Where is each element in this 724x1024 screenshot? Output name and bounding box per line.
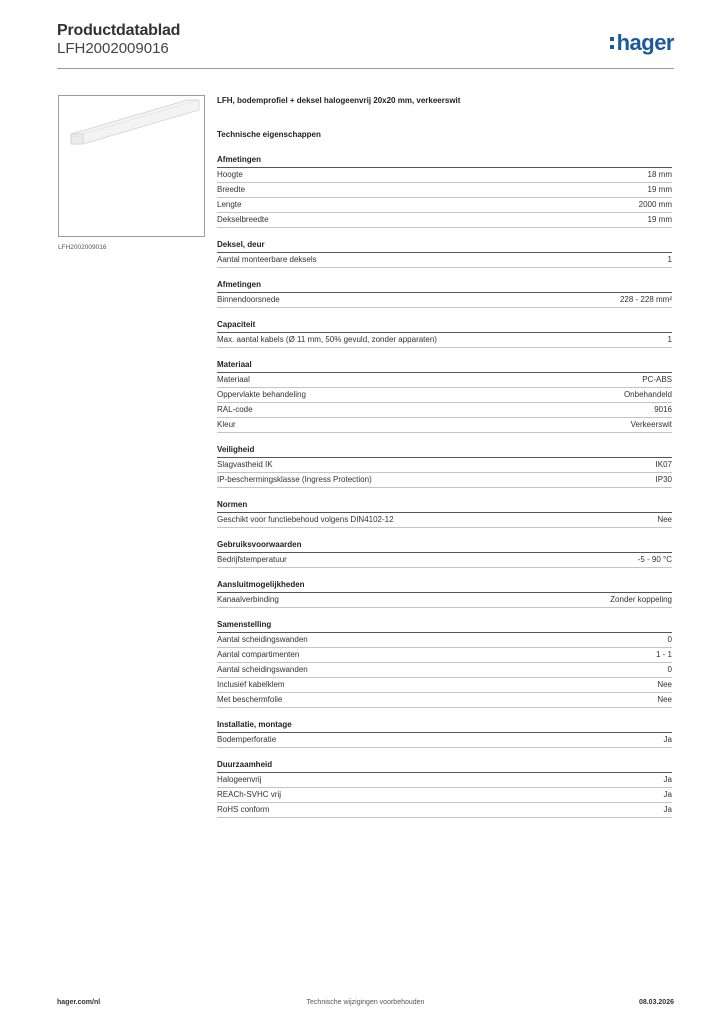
spec-row bbox=[217, 168, 672, 183]
spec-label: Met beschermfolie bbox=[217, 695, 283, 704]
spec-label: Geschikt voor functiebehoud volgens DIN4102-12 bbox=[217, 515, 394, 524]
footer-notice: Technische wijzigingen voorbehouden bbox=[306, 999, 425, 1006]
spec-row bbox=[217, 198, 672, 213]
spec-group-title: Duurzaamheid bbox=[217, 758, 672, 773]
tech-properties-heading: Technische eigenschappen bbox=[217, 130, 321, 139]
spec-value: 0 bbox=[667, 635, 672, 644]
spec-value: IK07 bbox=[655, 460, 672, 469]
spec-value: 18 mm bbox=[647, 170, 672, 179]
spec-group-title: Afmetingen bbox=[217, 278, 672, 293]
spec-label: RAL-code bbox=[217, 405, 253, 414]
spec-value: Nee bbox=[657, 680, 672, 689]
spec-label: Max. aantal kabels (Ø 11 mm, 50% gevuld, zonder apparaten) bbox=[217, 335, 437, 344]
spec-row bbox=[217, 333, 672, 348]
spec-value: 1 - 1 bbox=[655, 650, 672, 659]
page-title: Productdatablad bbox=[57, 22, 181, 39]
group-spacer bbox=[217, 488, 672, 498]
spec-label: Aantal monteerbare deksels bbox=[217, 255, 317, 264]
spec-group-title: Materiaal bbox=[217, 358, 672, 373]
spec-label: Bedrijfstemperatuur bbox=[217, 555, 287, 564]
footer-date: 08.03.2026 bbox=[638, 999, 674, 1006]
spec-label: Materiaal bbox=[217, 375, 250, 384]
spec-label: Kanaalverbinding bbox=[217, 595, 279, 604]
spec-groups bbox=[217, 153, 672, 818]
spec-label: Kleur bbox=[217, 420, 236, 429]
spec-value: 1 bbox=[667, 335, 672, 344]
spec-group-title: Aansluitmogelijkheden bbox=[217, 578, 672, 593]
group-spacer bbox=[217, 528, 672, 538]
spec-row bbox=[217, 663, 672, 678]
spec-value: Ja bbox=[663, 775, 672, 784]
group-spacer bbox=[217, 708, 672, 718]
spec-group-title: Samenstelling bbox=[217, 618, 672, 633]
spec-row bbox=[217, 213, 672, 228]
spec-value: 0 bbox=[667, 665, 672, 674]
image-caption: LFH2002009016 bbox=[58, 244, 107, 251]
spec-value: Verkeerswit bbox=[630, 420, 672, 429]
spec-label: Binnendoorsnede bbox=[217, 295, 280, 304]
group-spacer bbox=[217, 748, 672, 758]
spec-value: Nee bbox=[657, 695, 672, 704]
spec-label: REACh-SVHC vrij bbox=[217, 790, 282, 799]
spec-label: Halogeenvrij bbox=[217, 775, 262, 784]
logo-text: hager bbox=[616, 30, 674, 55]
spec-row bbox=[217, 473, 672, 488]
spec-row bbox=[217, 388, 672, 403]
spec-group-title: Gebruiksvoorwaarden bbox=[217, 538, 672, 553]
hager-logo bbox=[610, 30, 674, 56]
spec-row bbox=[217, 788, 672, 803]
header-divider bbox=[57, 68, 674, 69]
spec-value: Ja bbox=[663, 790, 672, 799]
group-spacer bbox=[217, 268, 672, 278]
spec-row bbox=[217, 253, 672, 268]
spec-value: Nee bbox=[657, 515, 672, 524]
spec-group-title: Afmetingen bbox=[217, 153, 672, 168]
spec-value: 9016 bbox=[654, 405, 672, 414]
spec-value: IP30 bbox=[655, 475, 672, 484]
spec-row bbox=[217, 678, 672, 693]
spec-label: Slagvastheid IK bbox=[217, 460, 273, 469]
spec-value: 1 bbox=[667, 255, 672, 264]
spec-label: IP-beschermingsklasse (Ingress Protection) bbox=[217, 475, 372, 484]
spec-row bbox=[217, 513, 672, 528]
spec-row bbox=[217, 373, 672, 388]
spec-row bbox=[217, 803, 672, 818]
spec-label: Lengte bbox=[217, 200, 242, 209]
spec-row bbox=[217, 633, 672, 648]
spec-label: Oppervlakte behandeling bbox=[217, 390, 306, 399]
spec-label: RoHS conform bbox=[217, 805, 270, 814]
spec-value: 19 mm bbox=[647, 185, 672, 194]
spec-group-title: Veiligheid bbox=[217, 443, 672, 458]
spec-value: Ja bbox=[663, 735, 672, 744]
spec-group-title: Normen bbox=[217, 498, 672, 513]
spec-label: Bodemperforatie bbox=[217, 735, 277, 744]
spec-label: Hoogte bbox=[217, 170, 243, 179]
group-spacer bbox=[217, 568, 672, 578]
spec-value: Onbehandeld bbox=[623, 390, 672, 399]
spec-value: Zonder koppeling bbox=[610, 595, 672, 604]
spec-row bbox=[217, 693, 672, 708]
cable-duct-icon bbox=[59, 96, 204, 236]
spec-value: 2000 mm bbox=[638, 200, 672, 209]
spec-row bbox=[217, 183, 672, 198]
group-spacer bbox=[217, 308, 672, 318]
spec-row bbox=[217, 458, 672, 473]
spec-group-title: Deksel, deur bbox=[217, 238, 672, 253]
spec-label: Aantal scheidingswanden bbox=[217, 665, 308, 674]
group-spacer bbox=[217, 228, 672, 238]
spec-row bbox=[217, 293, 672, 308]
spec-row bbox=[217, 773, 672, 788]
group-spacer bbox=[217, 433, 672, 443]
spec-value: 19 mm bbox=[647, 215, 672, 224]
spec-value: 228 - 228 mm² bbox=[619, 295, 672, 304]
spec-label: Dekselbreedte bbox=[217, 215, 269, 224]
spec-value: -5 - 90 °C bbox=[637, 555, 672, 564]
product-image bbox=[58, 95, 205, 237]
spec-group-title: Installatie, montage bbox=[217, 718, 672, 733]
spec-value: Ja bbox=[663, 805, 672, 814]
spec-value: PC-ABS bbox=[642, 375, 672, 384]
spec-label: Aantal scheidingswanden bbox=[217, 635, 308, 644]
spec-row bbox=[217, 593, 672, 608]
spec-label: Breedte bbox=[217, 185, 246, 194]
spec-group-title: Capaciteit bbox=[217, 318, 672, 333]
product-code: LFH2002009016 bbox=[57, 40, 169, 57]
spec-content bbox=[217, 96, 672, 818]
spec-row bbox=[217, 648, 672, 663]
spec-row bbox=[217, 418, 672, 433]
spec-row bbox=[217, 553, 672, 568]
product-description: LFH, bodemprofiel + deksel halogeenvrij 20x20 mm, verkeerswit bbox=[217, 96, 461, 105]
group-spacer bbox=[217, 608, 672, 618]
spec-row bbox=[217, 733, 672, 748]
spec-label: Inclusief kabelklem bbox=[217, 680, 285, 689]
group-spacer bbox=[217, 348, 672, 358]
spec-row bbox=[217, 403, 672, 418]
footer-website: hager.com/nl bbox=[57, 999, 101, 1006]
logo-dots-icon bbox=[610, 37, 614, 49]
spec-label: Aantal compartimenten bbox=[217, 650, 300, 659]
